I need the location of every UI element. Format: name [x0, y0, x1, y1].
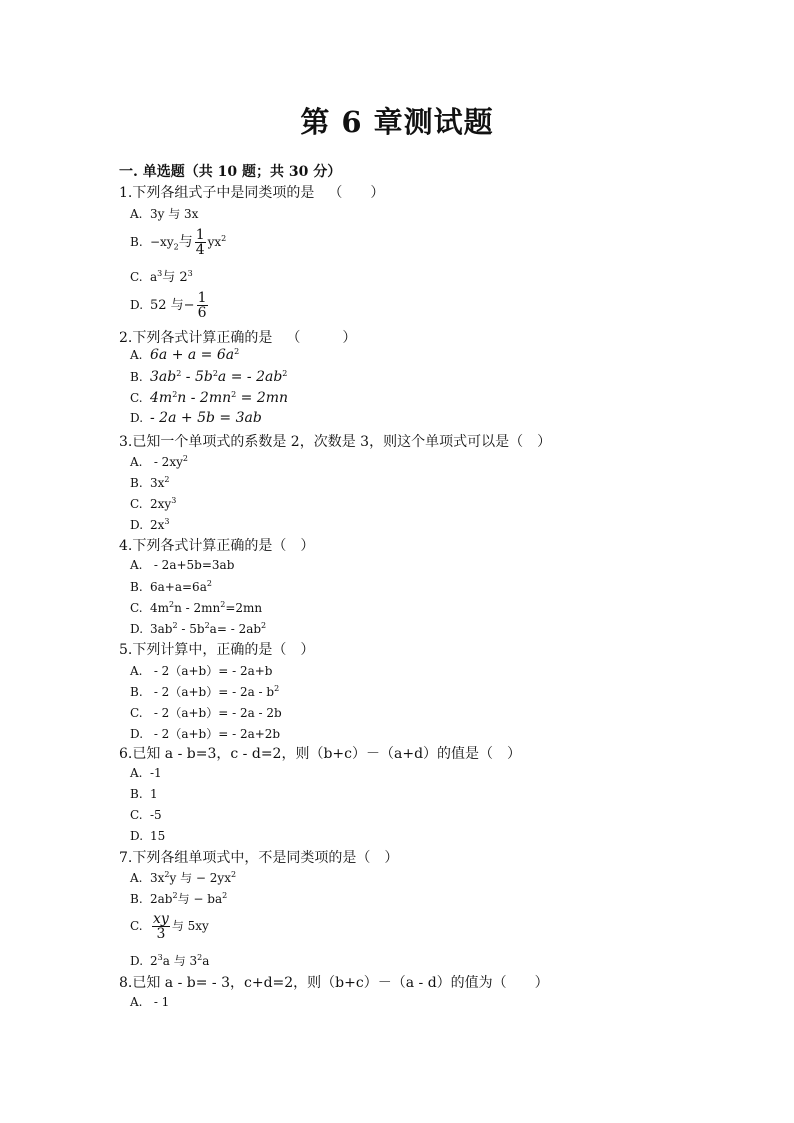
option-text: 3x	[150, 871, 165, 885]
option-label: D.	[130, 727, 144, 741]
question-stem: 7.下列各组单项式中，不是同类项的是（ ）	[119, 850, 399, 866]
superscript: 2	[222, 891, 228, 900]
option-text: 52 与−	[150, 298, 195, 313]
q2-option-b	[130, 369, 287, 385]
option-text: a	[202, 954, 210, 968]
option-label: A.	[130, 348, 143, 362]
option-formula: 4m	[150, 390, 173, 406]
question-4	[119, 535, 314, 555]
option-label: D.	[130, 518, 144, 532]
fraction-denominator: 4	[195, 242, 205, 258]
option-text: yx	[207, 235, 222, 249]
option-label: C.	[130, 706, 143, 720]
fraction-numerator: 1	[195, 227, 205, 243]
option-text: - 1	[150, 995, 170, 1009]
q1-option-a	[130, 205, 198, 222]
q4-option-a	[130, 558, 234, 572]
option-label: B.	[130, 685, 143, 699]
question-1	[119, 182, 384, 202]
superscript: 2	[172, 390, 178, 399]
option-text: 与 5xy	[171, 919, 209, 933]
subscript: 2	[173, 242, 179, 252]
option-formula: n - 2mn	[177, 390, 232, 406]
q1-option-d	[130, 291, 210, 320]
q2-option-d	[130, 410, 262, 426]
option-text: 2	[150, 954, 158, 968]
option-label: C.	[130, 808, 143, 822]
question-2	[119, 327, 356, 347]
q7-option-d	[130, 952, 209, 969]
option-label: D.	[130, 954, 144, 968]
superscript: 3	[157, 269, 163, 278]
superscript: 2	[274, 684, 280, 693]
superscript: 2	[182, 454, 188, 463]
option-label: B.	[130, 892, 143, 906]
option-label: D.	[130, 411, 144, 425]
option-label: D.	[130, 829, 144, 843]
option-label: C.	[130, 270, 143, 284]
option-text: - 5b	[177, 622, 205, 636]
option-label: C.	[130, 601, 143, 615]
q2-option-c	[130, 390, 288, 406]
option-text: 4m	[150, 601, 170, 615]
question-stem: 1.下列各组式子中是同类项的是	[119, 185, 315, 201]
option-formula: = 2mn	[236, 390, 289, 406]
q3-option-b	[130, 475, 170, 490]
fraction	[152, 912, 170, 941]
option-text: - 2（a+b）= - 2a - 2b	[150, 706, 282, 720]
q5-option-a	[130, 662, 272, 679]
option-text: -5	[150, 808, 162, 822]
page-title: 第 6 章测试题	[300, 105, 494, 139]
option-text: −xy	[150, 235, 174, 249]
question-stem: 5.下列计算中，正确的是（ ）	[119, 642, 315, 658]
question-7	[119, 847, 398, 867]
fraction-denominator: 3	[156, 926, 166, 942]
option-label: D.	[130, 622, 144, 636]
answer-paren: （ ）	[286, 330, 357, 346]
option-label: B.	[130, 476, 143, 490]
option-text: - 2（a+b）= - 2a - b	[150, 685, 275, 699]
option-text: a= - 2ab	[209, 622, 262, 636]
q6-option-d	[130, 829, 165, 843]
q5-option-d	[130, 725, 280, 742]
option-label: A.	[130, 664, 143, 678]
superscript: 2	[230, 870, 237, 879]
option-formula: 6a + a = 6a	[150, 347, 235, 363]
option-text: =2mn	[225, 601, 263, 615]
question-8	[119, 972, 549, 992]
question-stem: 4.下列各式计算正确的是（ ）	[119, 538, 315, 554]
q7-option-a	[130, 869, 236, 886]
question-stem: 2.下列各式计算正确的是	[119, 330, 273, 346]
superscript: 2	[206, 579, 212, 588]
q1-option-c	[130, 266, 193, 285]
superscript: 2	[176, 369, 182, 378]
q7-option-b	[130, 890, 227, 907]
fraction	[195, 228, 206, 257]
section-heading: 一. 单选题（共 10 题；共 30 分）	[119, 164, 342, 180]
option-label: A.	[130, 455, 143, 469]
q4-option-b	[130, 579, 212, 594]
option-label: A.	[130, 207, 143, 221]
option-text: 与 2	[162, 270, 188, 285]
option-text: 15	[150, 829, 166, 843]
q6-option-b	[130, 787, 158, 801]
question-5	[119, 639, 314, 659]
option-text: 6a+a=6a	[150, 580, 207, 594]
superscript: 2	[261, 621, 267, 630]
superscript: 2	[172, 621, 178, 630]
superscript: 3	[164, 517, 170, 526]
option-formula: a = - 2ab	[217, 369, 283, 385]
q3-option-c	[130, 496, 176, 511]
superscript: 2	[212, 369, 218, 378]
option-label: C.	[130, 919, 143, 933]
question-6	[119, 743, 521, 763]
option-text: 2x	[150, 518, 165, 532]
superscript: 2	[197, 953, 203, 962]
fraction-numerator: xy	[153, 911, 169, 927]
option-text: - 2xy	[150, 455, 183, 469]
superscript: 3	[157, 953, 163, 962]
fraction	[197, 291, 208, 320]
option-text: 2xy	[150, 497, 172, 511]
option-label: B.	[130, 370, 143, 384]
option-text: a 与 3	[162, 954, 198, 968]
option-formula: 3ab	[150, 369, 177, 385]
superscript: 3	[187, 269, 193, 278]
superscript: 2	[204, 621, 210, 630]
option-text: - 2（a+b）= - 2a+b	[150, 664, 273, 678]
option-label: A.	[130, 558, 143, 572]
option-label: B.	[130, 787, 143, 801]
q2-option-a	[130, 347, 239, 363]
option-formula: - 5b	[181, 369, 213, 385]
superscript: 3	[171, 496, 177, 505]
q7-option-c	[130, 912, 209, 941]
option-text: 与	[178, 234, 193, 250]
q4-option-d	[130, 621, 266, 636]
option-formula: - 2a + 5b = 3ab	[150, 410, 262, 426]
option-label: A.	[130, 871, 143, 885]
superscript: 2	[231, 390, 237, 399]
option-text: 与 − ba	[177, 892, 223, 906]
option-text: a	[150, 270, 158, 284]
superscript: 2	[234, 347, 240, 356]
option-text: y 与 − 2yx	[169, 871, 231, 885]
q4-option-c	[130, 600, 262, 615]
option-label: D.	[130, 298, 144, 312]
option-label: C.	[130, 497, 143, 511]
option-label: B.	[130, 235, 143, 249]
question-3	[119, 431, 551, 451]
question-stem: 6.已知 a - b=3，c - d=2，则（b+c）－（a+d）的值是（ ）	[119, 746, 522, 762]
q1-option-b	[130, 228, 226, 257]
option-label: C.	[130, 391, 143, 405]
q6-option-c	[130, 808, 162, 822]
q8-option-a	[130, 995, 169, 1009]
q3-option-a	[130, 454, 188, 469]
fraction-numerator: 1	[197, 290, 207, 306]
option-text: 3y 与 3x	[150, 207, 199, 221]
superscript: 2	[282, 369, 288, 378]
option-text: - 2a+5b=3ab	[150, 558, 235, 572]
option-text: 2ab	[150, 892, 173, 906]
option-text: -1	[150, 766, 162, 780]
option-text: n - 2mn	[174, 601, 221, 615]
question-stem: 3.已知一个单项式的系数是 2，次数是 3，则这个单项式可以是（ ）	[119, 434, 552, 450]
fraction-denominator: 6	[197, 305, 207, 321]
q6-option-a	[130, 766, 162, 780]
option-label: A.	[130, 766, 143, 780]
superscript: 2	[164, 475, 170, 484]
q3-option-d	[130, 517, 170, 532]
superscript: 2	[172, 891, 178, 900]
option-label: A.	[130, 995, 143, 1009]
q5-option-c	[130, 704, 282, 721]
question-stem: 8.已知 a - b= - 3，c+d=2，则（b+c）－（a - d）的值为（ ）	[119, 975, 549, 991]
superscript: 2	[169, 600, 175, 609]
answer-paren: （ ）	[328, 185, 385, 201]
superscript: 2	[221, 234, 227, 243]
option-text: - 2（a+b）= - 2a+2b	[150, 727, 281, 741]
q5-option-b	[130, 683, 279, 700]
option-text: 3x	[150, 476, 165, 490]
superscript: 2	[164, 870, 170, 879]
superscript: 2	[220, 600, 226, 609]
option-text: 3ab	[150, 622, 173, 636]
option-text: 1	[150, 787, 158, 801]
option-label: B.	[130, 580, 143, 594]
